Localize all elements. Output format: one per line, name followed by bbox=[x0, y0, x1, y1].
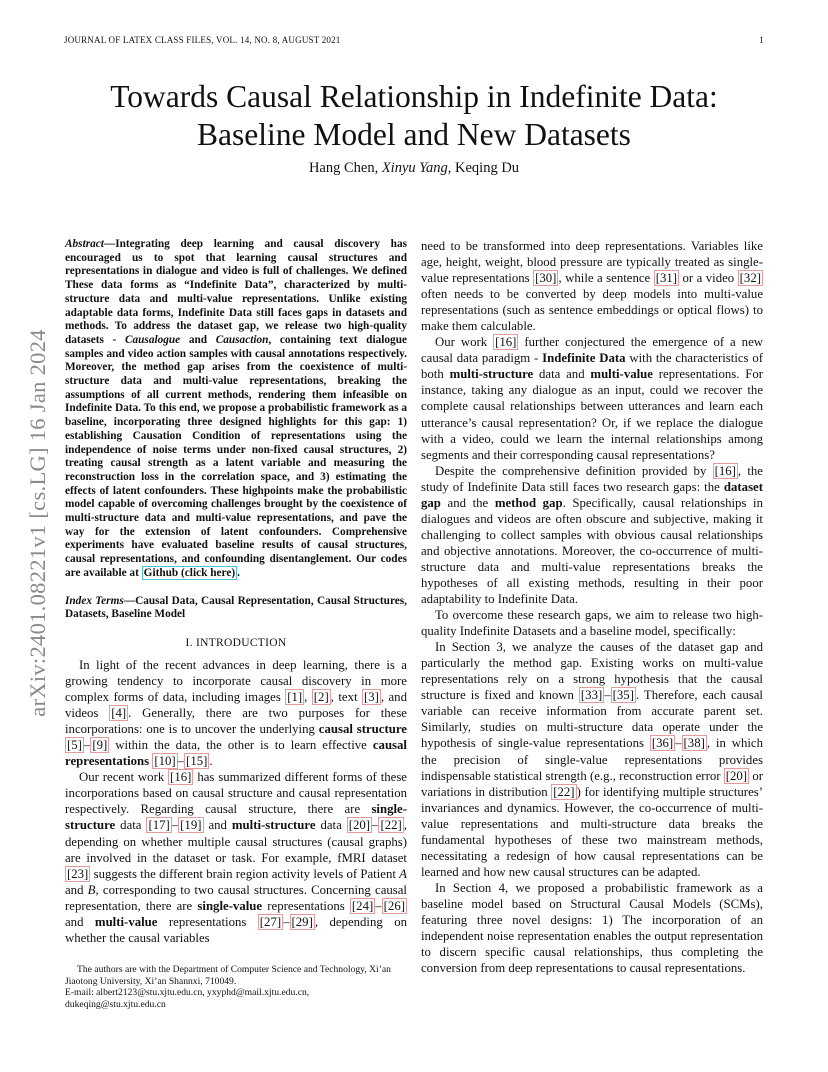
text: has summarized different forms of these incorporations based on causal structure and causal representation respectively. Regarding causal structure, there are bbox=[65, 770, 407, 817]
text: – bbox=[604, 688, 611, 703]
text: , corresponding to two causal structures. Concerning causal representation, there are bbox=[65, 882, 407, 913]
bold-term: multi-structure bbox=[449, 367, 534, 382]
text: . Specifically, causal relationships in dialogues and videos are often obscure and subjective, making it challenging to collect samples with obvious causal relationships and objective annotations. Moreover, the co-occurrence of multi-structure data and multi-value representations breaks the hypotheses of all existing methods, resulting in their poor adaptability to Indefinite Data. bbox=[421, 495, 763, 607]
text: In Section 4, we proposed a probabilistic framework as a baseline model based on Structural Causal Models (SCMs), featuring three novel designs: 1) The incorporation of an independent noise representation enables the output representation to discern specific causal relationships, thus completing the conversion from deep representations to causal representations. bbox=[421, 880, 763, 976]
text: . Therefore, each causal variable can receive information from accurate parent set. Similarly, studies on multi-structure data operate under the hypothesis of single-value representations bbox=[421, 688, 763, 751]
text: In Section 3, we analyze the causes of the dataset gap and particularly the method gap. Existing works on multi-value representations rely on a strong hypothesis that the causal structure is fixed and known bbox=[421, 640, 763, 703]
author-2: Xinyu Yang bbox=[381, 160, 448, 176]
github-link[interactable]: Github (click here) bbox=[143, 566, 236, 579]
text: , depending on whether multiple causal structures (causal graphs) are involved in the dataset or task. For example, fMRI dataset bbox=[65, 818, 407, 865]
right-column bbox=[421, 238, 763, 976]
abstract-text: , containing text dialogue samples and video action samples with causal annotations respectively. Moreover, the method gap arises from the coexistence of multi-structure data and multi-value representations, breaking the assumptions of all current methods, rendering them infeasible on Indefinite Data. To this end, we propose a probabilistic framework as a baseline, incorporating three designed highlights for this gap: 1) establishing Causation Condition of representations using the independence of noise terms under non-fixed causal structures, 2) treating causal strength as a latent variable and measuring the reconstruction loss in the correlation space, and 3) estimating the effects of latent confounders. These highpoints make the probabilistic model capable of overcoming challenges brought by the coexistence of multi-structure data and multi-value representations, and pave the way for the extension of latent confounders. Comprehensive experiments have evaluated baseline results of causal structures, causal representations, and confounding disentanglement. Our codes are available at bbox=[65, 333, 407, 579]
index-terms bbox=[65, 595, 407, 622]
citation-link[interactable]: [29] bbox=[291, 914, 313, 929]
arxiv-id: arXiv:2401.08221v1 [cs.LG] 16 Jan 2024 bbox=[25, 329, 50, 717]
abstract bbox=[65, 238, 407, 581]
bold-term: multi-value bbox=[590, 367, 653, 382]
text: and bbox=[65, 882, 88, 897]
text: with the characteristics of both bbox=[421, 351, 764, 382]
text: often needs to be converted by deep models into multi-value representations (such as sentence embeddings or optical flows) to make them calculable. bbox=[421, 287, 763, 334]
text: and bbox=[65, 914, 95, 929]
text: – bbox=[372, 818, 379, 833]
text: Our work bbox=[435, 335, 494, 350]
text: ) for identifying multiple structures’ invariances and dynamics. However, the co-occurrence of multi-value representations and multi-structure data breaks the fundamental hypotheses of these two mainstream methods, necessitating a redesign of how causal representations can be learned and how new causal structures can be adapted. bbox=[421, 784, 763, 879]
text: – bbox=[675, 736, 682, 751]
citation-link[interactable]: [27] bbox=[259, 914, 282, 929]
citation-link[interactable]: [22] bbox=[380, 818, 402, 833]
abstract-label: Abstract bbox=[65, 238, 104, 250]
citation-link[interactable]: [31] bbox=[655, 271, 678, 286]
citation-link[interactable]: [24] bbox=[351, 898, 374, 913]
title-line-1: Towards Causal Relationship in Indefinite Data: bbox=[110, 79, 718, 114]
text: need to be transformed into deep representations. Variables like age, height, weight, blood pressure are typically treated as single-value representations bbox=[421, 239, 763, 286]
paragraph bbox=[421, 463, 763, 607]
text: To overcome these research gaps, we aim to release two high-quality Indefinite Datasets and a baseline model, specifically: bbox=[421, 608, 763, 639]
footnote bbox=[65, 964, 407, 1011]
paragraph bbox=[65, 769, 407, 946]
bold-term: multi-structure bbox=[231, 818, 316, 833]
citation-link[interactable]: [26] bbox=[383, 898, 405, 913]
text: , depending on whether the causal variables bbox=[65, 914, 407, 945]
running-header bbox=[64, 35, 764, 45]
dataset-causalogue: Causalogue bbox=[124, 333, 181, 346]
index-terms-label: Index Terms bbox=[65, 594, 124, 607]
title-line-2: Baseline Model and New Datasets bbox=[197, 117, 631, 152]
citation-link[interactable]: [16] bbox=[714, 463, 736, 478]
text: , bbox=[304, 690, 312, 705]
text: . Generally, there are two purposes for these incorporations: one is to uncover the underlying bbox=[65, 706, 407, 737]
text: data bbox=[315, 818, 347, 833]
footnote-emails: E-mail: albert2123@stu.xjtu.edu.cn, yxyphd@mail.xjtu.edu.cn, dukeqing@stu.xjtu.edu.cn bbox=[65, 987, 310, 1011]
bold-term: single-value bbox=[197, 898, 263, 913]
text: representations. For instance, taking any dialogue as an input, could we recover the complete causal relationships between utterances and learn each utterance’s causal representation? Or, if we replace the dialogue with a video, could we learn the internal relationships among segments and their corresponding causal representations? bbox=[421, 367, 764, 462]
paragraph bbox=[421, 334, 763, 462]
text: or a video bbox=[679, 271, 738, 286]
citation-link[interactable]: [30] bbox=[535, 271, 557, 286]
text: and the bbox=[440, 495, 495, 510]
author-1: Hang Chen, bbox=[308, 160, 382, 176]
bold-term: single-structure bbox=[65, 802, 407, 833]
footnote-affiliation: The authors are with the Department of Computer Science and Technology, Xi’an Jiaotong University, Xi’an Shannxi, 710049. bbox=[65, 964, 391, 987]
author-list bbox=[60, 160, 768, 177]
citation-link[interactable]: [16] bbox=[495, 335, 517, 350]
bold-term: causal structure bbox=[318, 722, 407, 737]
citation-link[interactable]: [33] bbox=[580, 688, 603, 703]
citation-link[interactable]: [3] bbox=[363, 690, 379, 705]
text: In light of the recent advances in deep learning, there is a growing tendency to incorporate causal discovery in more complex forms of data, including images bbox=[65, 657, 407, 705]
citation-link[interactable]: [1] bbox=[287, 690, 303, 705]
section-heading: I. INTRODUCTION bbox=[185, 636, 287, 649]
paper-title bbox=[60, 78, 768, 154]
abstract-text: . bbox=[237, 566, 240, 579]
citation-link[interactable]: [19] bbox=[180, 818, 202, 833]
page-number: 1 bbox=[759, 35, 764, 45]
bold-term: method gap bbox=[494, 495, 563, 510]
citation-link[interactable]: [5] bbox=[67, 738, 82, 753]
text: Despite the comprehensive definition provided by bbox=[435, 463, 713, 478]
citation-link[interactable]: [38] bbox=[683, 736, 705, 751]
citation-link[interactable]: [35] bbox=[612, 688, 634, 703]
text: – bbox=[177, 754, 185, 769]
citation-link[interactable]: [36] bbox=[651, 736, 674, 751]
bold-term: dataset gap bbox=[421, 479, 763, 510]
paragraph bbox=[421, 880, 763, 976]
citation-link[interactable]: [9] bbox=[92, 738, 108, 753]
paragraph bbox=[421, 607, 763, 639]
arxiv-stamp bbox=[18, 288, 58, 758]
bold-term: multi-value bbox=[94, 914, 158, 929]
text: – bbox=[83, 738, 91, 753]
text: within the data, the other is to learn effective bbox=[109, 738, 373, 753]
text: suggests the different brain region activity levels of Patient bbox=[90, 866, 400, 881]
math-symbol: B bbox=[87, 882, 96, 897]
text: , while a sentence bbox=[558, 271, 654, 286]
text: , text bbox=[330, 690, 362, 705]
citation-link[interactable]: [20] bbox=[348, 818, 371, 833]
text: . bbox=[209, 754, 213, 769]
text: and bbox=[203, 818, 232, 833]
citation-link[interactable]: [15] bbox=[186, 754, 208, 769]
citation-link[interactable]: [17] bbox=[148, 818, 170, 833]
math-symbol: A bbox=[399, 866, 407, 881]
left-column bbox=[65, 238, 407, 946]
paragraph bbox=[421, 238, 763, 334]
citation-link[interactable]: [32] bbox=[739, 271, 761, 286]
text: , in which the precision of single-value representations provides indispensable statistical strength (e.g., reconstruction error bbox=[421, 736, 764, 783]
abstract-text: and bbox=[180, 333, 216, 346]
bold-term: Indefinite Data bbox=[542, 351, 626, 366]
citation-link[interactable]: [23] bbox=[67, 866, 89, 881]
citation-link[interactable]: [4] bbox=[111, 706, 127, 721]
bold-term: causal representations bbox=[65, 738, 407, 769]
text: representations bbox=[262, 898, 350, 913]
text: – bbox=[375, 898, 382, 913]
journal-header: JOURNAL OF LATEX CLASS FILES, VOL. 14, NO. 8, AUGUST 2021 bbox=[64, 35, 341, 45]
dataset-causaction: Causaction bbox=[215, 333, 269, 346]
author-3: , Keqing Du bbox=[447, 160, 520, 176]
citation-link[interactable]: [20] bbox=[725, 768, 748, 783]
text: – bbox=[171, 818, 179, 833]
citation-link[interactable]: [2] bbox=[313, 690, 329, 705]
citation-link[interactable]: [16] bbox=[170, 770, 192, 785]
abstract-text: —Integrating deep learning and causal discovery has encouraged us to spot that learning causal structures and representations in dialogue and video is full of challenges. We defined These data forms as “Indefinite Data”, characterized by multi-structure data and multi-value representations. Unlike existing adaptable data forms, Indefinite Data still faces gaps in datasets and methods. To address the dataset gap, we release two high-quality datasets - bbox=[65, 238, 407, 346]
text: representations bbox=[157, 914, 258, 929]
text: Our recent work bbox=[79, 770, 169, 785]
text: further conjectured the emergence of a new causal data paradigm - bbox=[421, 335, 763, 366]
text: or variations in distribution bbox=[421, 768, 763, 799]
text: , and videos bbox=[65, 690, 407, 721]
paragraph bbox=[65, 657, 407, 769]
text: data bbox=[115, 818, 147, 833]
text: – bbox=[283, 914, 290, 929]
paragraph bbox=[421, 639, 763, 880]
index-terms-text: —Causal Data, Causal Representation, Causal Structures, Datasets, Baseline Model bbox=[65, 594, 407, 621]
citation-link[interactable]: [10] bbox=[154, 754, 176, 769]
citation-link[interactable]: [22] bbox=[553, 784, 575, 799]
text: , the study of Indefinite Data still faces two research gaps: the bbox=[421, 463, 763, 494]
text: data and bbox=[533, 367, 591, 382]
